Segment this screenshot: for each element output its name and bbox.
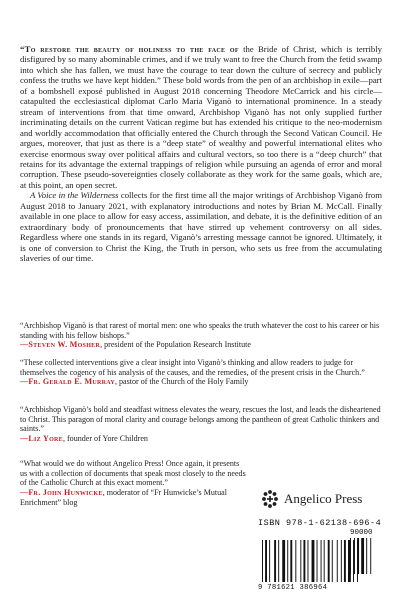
blurb-paragraph-2	[20, 190, 382, 263]
barcode-bar	[317, 540, 318, 582]
barcode-bar	[262, 540, 263, 582]
barcode-bar	[332, 540, 333, 582]
angelico-emblem-icon	[260, 488, 390, 510]
barcode-bar	[287, 540, 288, 582]
endorsement-quote: “What would we do without Angelico Press! Once again, it presents us with a collection of documents that speak most closely to the needs of the Catholic Church at this exact moment.”	[20, 459, 246, 488]
endorser-affiliation: , moderator of “Fr Hunwicke’s Mutual Enrichment” blog	[20, 488, 227, 507]
endorser-name: —Fr. John Hunwicke	[20, 488, 103, 498]
barcode-bar	[321, 540, 322, 582]
barcode-bar	[353, 540, 354, 582]
barcode-bar	[269, 540, 270, 582]
endorsement-4	[20, 459, 248, 508]
isbn-barcode	[258, 514, 384, 594]
book-title: A Voice in the Wilderness	[30, 190, 119, 201]
endorser-name: —Liz Yore	[20, 434, 63, 444]
barcode-bar	[303, 540, 305, 582]
publisher-logo	[260, 488, 390, 510]
barcode-bar	[265, 540, 267, 582]
barcode-bar	[278, 540, 279, 582]
endorsement-quote: “These collected interventions give a clear insight into Viganò’s thinking and allow readers to judge for themselves the cogency of his analysis of the causes, and the remedies, of the present crisis in the Church.”	[20, 358, 365, 377]
price-code: 90000	[350, 529, 373, 537]
endorser-name: —Steven W. Mosher	[20, 340, 101, 350]
barcode-bar	[312, 540, 315, 582]
endorsement-3	[20, 405, 382, 444]
price-bar	[350, 538, 351, 574]
barcode-bar	[344, 540, 346, 582]
endorsement-attribution	[20, 340, 382, 350]
endorser-affiliation: , pastor of the Church of the Holy Family	[115, 377, 249, 387]
publisher-name: Angelico Press	[284, 491, 363, 506]
barcode-bar	[341, 540, 342, 582]
endorsement-quote: “Archbishop Viganò’s bold and steadfast witness elevates the weary, rescues the lost, and leads the disheartened to Christ. This paragon of moral clarity and courage belongs among the pantheon of great Catholic thinkers and saints.”	[20, 405, 381, 434]
blurb	[20, 44, 382, 264]
barcode-bar	[324, 540, 325, 582]
barcode-bar	[308, 540, 309, 582]
blurb-lead: “To restore the beauty of holiness to the face of	[20, 44, 239, 54]
endorsement-attribution	[20, 377, 382, 387]
blurb-paragraph-1	[20, 44, 382, 190]
blurb-p2-text: collects for the first time all the major writings of Archbishop Viganò from August 2018 to January 2021, with explanatory introductions and notes by Brian M. McCall. Finally available in one place to allow for easy access, assimilation, and debate, it is the definitive edition of an extraordinary body of pronouncements that have stirred up vehement controversy on all sides. Regardless where one stands in its regard, Viganò’s arresting message cannot be ignored. Ultimately, it is one of conversion to Christ the King, the Truth in person, who sets us free from the accumulating slaveries of our time.	[20, 190, 382, 264]
price-bar	[361, 538, 364, 574]
price-bar	[370, 538, 371, 574]
endorsement-attribution	[20, 488, 248, 507]
endorser-name: —Fr. Gerald E. Murray	[20, 377, 115, 387]
barcode-digits: 9 781621 386964	[258, 584, 328, 592]
barcode-bar	[282, 540, 285, 582]
barcode-bar	[290, 540, 292, 582]
price-bar	[357, 538, 359, 574]
barcode-bars	[258, 514, 384, 592]
endorsement-1	[20, 321, 382, 350]
price-bar	[354, 538, 355, 574]
endorsement-2	[20, 358, 382, 387]
barcode-bar	[274, 540, 276, 582]
barcode-bar	[295, 540, 296, 582]
endorsement-attribution	[20, 434, 382, 444]
barcode-bar	[300, 540, 301, 582]
price-bar	[366, 538, 367, 574]
barcode-bar	[337, 540, 338, 582]
endorser-affiliation: , founder of Yore Children	[62, 434, 148, 444]
barcode-bar	[328, 540, 330, 582]
isbn-label: ISBN 978-1-62138-696-4	[258, 518, 382, 528]
endorser-affiliation: , president of the Population Research Institute	[100, 340, 251, 350]
endorsement-quote: “Archbishop Viganò is that rarest of mortal men: one who speaks the truth whatever the cost to his career or his standing with his fellow bishops.”	[20, 321, 380, 340]
blurb-p1-text: the Bride of Christ, which is terribly disfigured by so many abominable crimes, and if we truly want to free the Church from the fetid swamp into which she has fallen, we must have the courage to tear down the culture of secrecy and publicly confess the truths we have kept hidden.” These bold words from the pen of an archbishop in exile—part of a bombshell exposé published in August 2018 concerning Theodore McCarrick and his circle—catapulted the ecclesiastical diplomat Carlo Maria Viganò to international prominence. In a steady stream of interventions from that time onward, Archbishop Viganò has not only supplied further incriminating details on the current Vatican regime but has extended his critique to the neo-modernism and worldly accommodation that officially entered the Church through the Second Vatican Council. He argues, moreover, that just as there is a “deep state” of wealthy and powerful international elites who exercise enormous sway over political affairs and cultural vectors, so too there is a “deep church” that retains for its advantage the external trappings of religion while pursuing an agenda of error and moral corruption. These pseudo-sovereignties closely collaborate as they work for the same goals, which are, at this point, an open secret.	[20, 44, 382, 190]
